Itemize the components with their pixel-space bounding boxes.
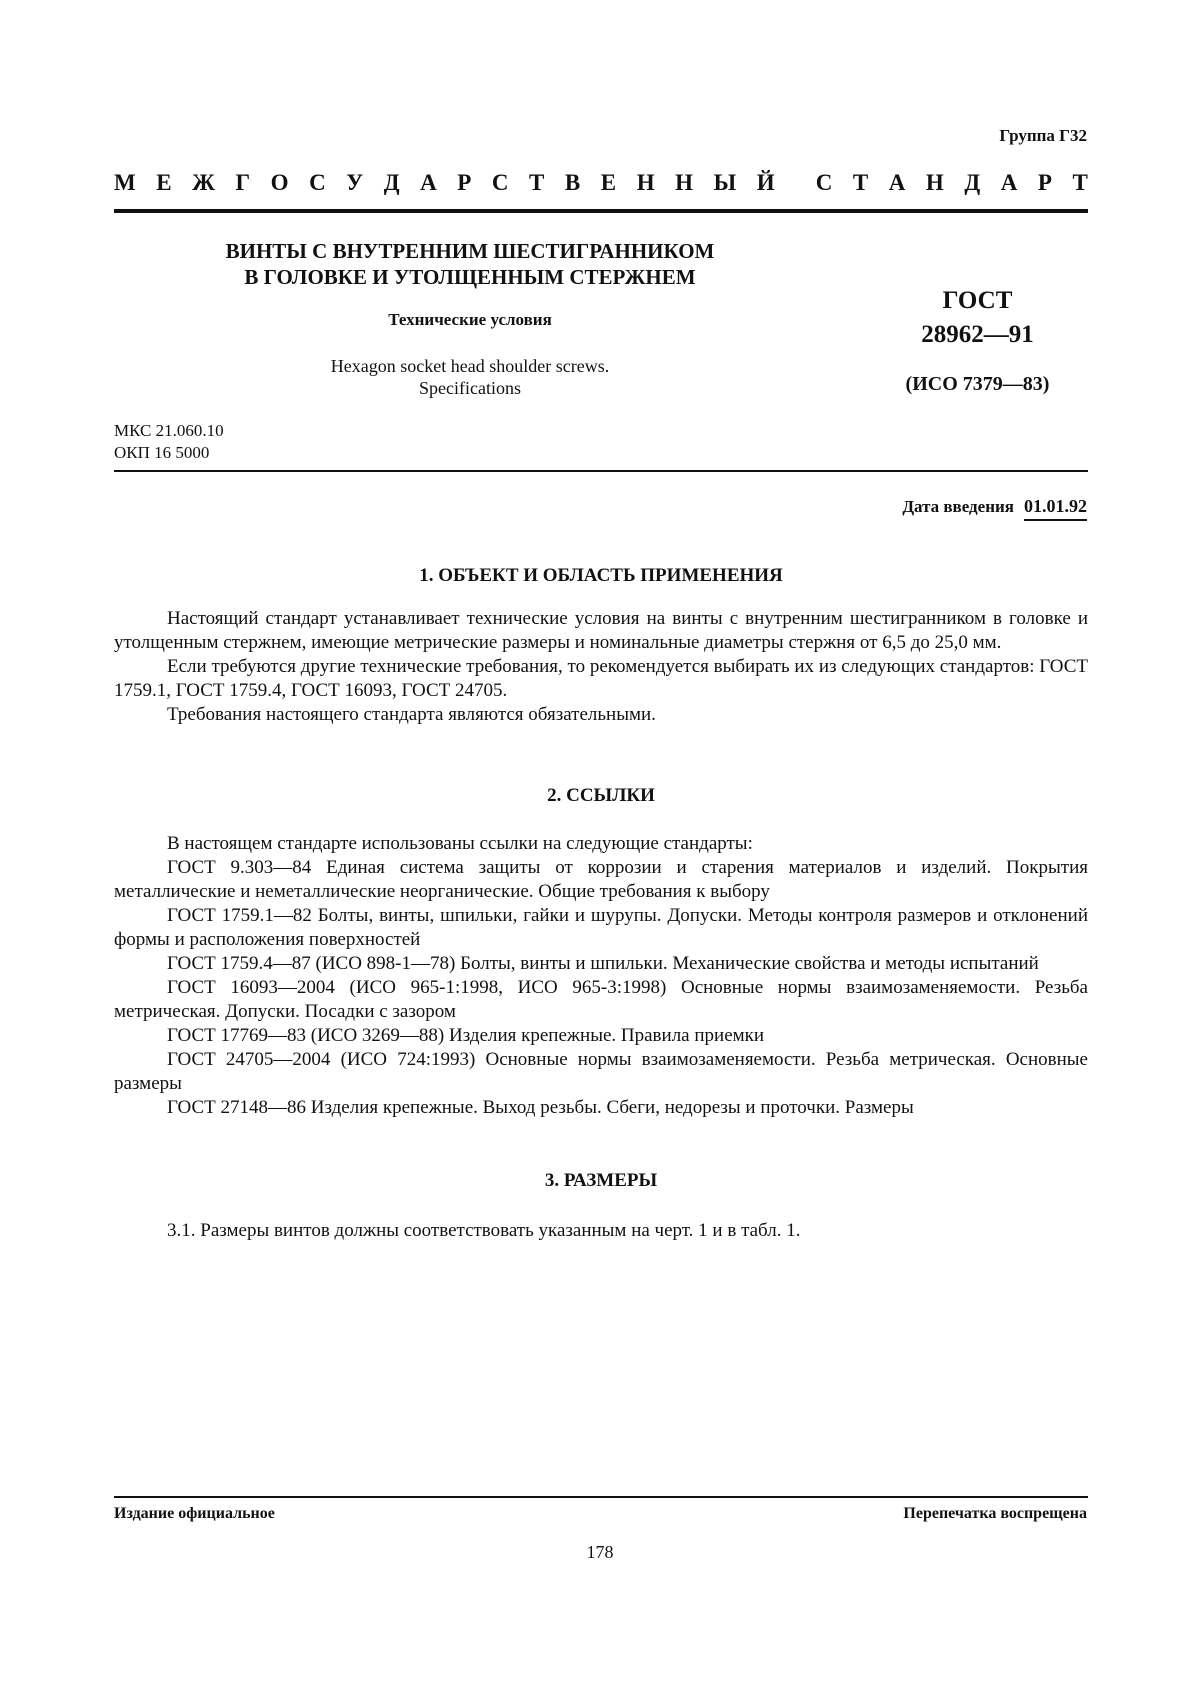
mks-code: МКС 21.060.10 [114, 421, 224, 440]
banner-letter: О [270, 170, 289, 195]
interstate-standard-banner [114, 170, 1088, 196]
banner-letter: Д [964, 170, 981, 195]
reference-item: ГОСТ 1759.4—87 (ИСО 898-1—78) Болты, винты и шпильки. Механические свойства и методы испытаний [167, 953, 1039, 974]
reference-item: ГОСТ 1759.1—82 Болты, винты, шпильки, гайки и шурупы. Допуски. Методы контроля размеров и отклонений формы и расположения поверхностей [114, 905, 1088, 950]
document-subtitle: Технические условия [388, 310, 552, 329]
reference-item: ГОСТ 24705—2004 (ИСО 724:1993) Основные нормы взаимозаменяемости. Резьба метрическая. Основные размеры [114, 1049, 1088, 1094]
banner-letter: С [309, 170, 326, 195]
codes-rule [114, 470, 1088, 472]
banner-letter: В [564, 170, 581, 195]
banner-letter: Р [457, 170, 472, 195]
banner-letter: Ж [192, 170, 215, 195]
footer-reprint-notice: Перепечатка воспрещена [903, 1505, 1087, 1522]
banner-letter: А [888, 170, 906, 195]
iso-equivalent: (ИСО 7379—83) [905, 373, 1050, 395]
gost-designation [870, 284, 1085, 352]
banner-letter: Г [235, 170, 251, 195]
banner-letter: М [114, 170, 136, 195]
footer-rule [114, 1496, 1088, 1498]
reference-item: ГОСТ 16093—2004 (ИСО 965-1:1998, ИСО 965-3:1998) Основные нормы взаимозаменяемости. Резьба метрическая. Допуски. Посадки с зазором [114, 977, 1088, 1022]
banner-letter: Д [383, 170, 400, 195]
banner-letter: Е [156, 170, 172, 195]
introduction-date-value: 01.01.92 [1024, 496, 1087, 521]
english-title-line: Specifications [419, 378, 521, 398]
reference-item: ГОСТ 17769—83 (ИСО 3269—88) Изделия крепежные. Правила приемки [167, 1025, 765, 1046]
footer-official-edition: Издание официальное [114, 1505, 275, 1522]
gost-label: ГОСТ [942, 287, 1013, 314]
banner-letter: Т [529, 170, 545, 195]
title-line: ВИНТЫ С ВНУТРЕННИМ ШЕСТИГРАННИКОМ [225, 239, 715, 263]
reference-item: ГОСТ 27148—86 Изделия крепежные. Выход резьбы. Сбеги, недорезы и проточки. Размеры [167, 1097, 914, 1118]
group-code: Группа Г32 [999, 126, 1087, 145]
header-rule [114, 209, 1088, 213]
english-title-line: Hexagon socket head shoulder screws. [330, 356, 610, 376]
title-line: В ГОЛОВКЕ И УТОЛЩЕННЫМ СТЕРЖНЕМ [244, 265, 696, 289]
introduction-date [902, 496, 1087, 521]
banner-letter: Ы [713, 170, 737, 195]
paragraph: Если требуются другие технические требования, то рекомендуется выбирать их из следующих стандартов: ГОСТ 1759.1, ГОСТ 1759.4, ГОСТ 16093, ГОСТ 24705. [114, 656, 1088, 701]
classification-codes [114, 420, 224, 464]
document-title [160, 238, 780, 290]
section-body [114, 607, 1088, 727]
banner-letter: Н [636, 170, 655, 195]
okp-code: ОКП 16 5000 [114, 443, 210, 462]
section-heading: 2. ССЫЛКИ [547, 785, 655, 806]
page-number: 178 [586, 1542, 614, 1562]
reference-item: ГОСТ 9.303—84 Единая система защиты от коррозии и старения материалов и изделий. Покрытия металлические и неметаллические неорганические. Общие требования к выбору [114, 857, 1088, 902]
paragraph: 3.1. Размеры винтов должны соответствовать указанным на черт. 1 и в табл. 1. [167, 1220, 801, 1241]
introduction-date-label: Дата введения [902, 497, 1014, 516]
banner-letter: Й [756, 170, 775, 195]
section-body [114, 832, 1088, 1120]
banner-letter: Р [1037, 170, 1052, 195]
section-heading: 1. ОБЪЕКТ И ОБЛАСТЬ ПРИМЕНЕНИЯ [419, 565, 783, 586]
english-title [160, 355, 780, 399]
banner-letter: Т [852, 170, 869, 195]
paragraph: В настоящем стандарте использованы ссылки на следующие стандарты: [167, 833, 753, 854]
gost-number: 28962—91 [921, 321, 1034, 348]
banner-letter: Н [675, 170, 694, 195]
section-body [114, 1219, 1088, 1243]
banner-letter: А [1000, 170, 1018, 195]
banner-letter: А [420, 170, 437, 195]
banner-letter: Н [925, 170, 944, 195]
paragraph: Настоящий стандарт устанавливает технические условия на винты с внутренним шестигранником в головке и утолщенным стержнем, имеющие метрические размеры и номинальные диаметры стержня от 6,5 до 25,0 мм. [114, 608, 1088, 653]
banner-letter: У [346, 170, 364, 195]
banner-letter: Т [1072, 170, 1088, 195]
section-heading: 3. РАЗМЕРЫ [544, 1170, 658, 1191]
paragraph: Требования настоящего стандарта являются обязательными. [167, 704, 656, 725]
banner-letter: С [815, 170, 833, 195]
banner-letter: Е [600, 170, 617, 195]
banner-letter: С [491, 170, 509, 195]
